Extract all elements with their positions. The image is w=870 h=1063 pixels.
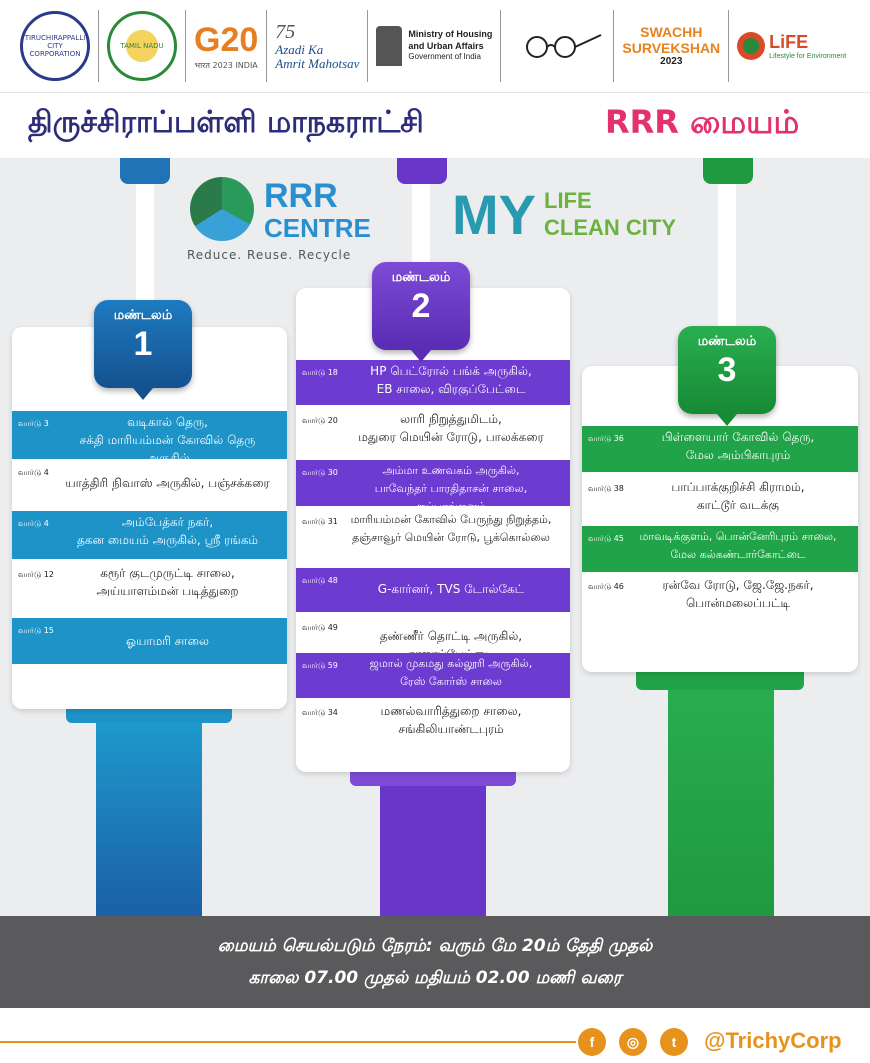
- zone1-row-4: [12, 562, 287, 610]
- location-line-1: கரூர் குடமுருட்டி சாலை,: [100, 566, 235, 580]
- zone2-row-7: [296, 653, 570, 698]
- clean-city-text: CLEAN CITY: [544, 214, 676, 240]
- azadi-line-1: Azadi Ka: [275, 41, 324, 57]
- location-line-2: தகன மையம் அருகில், ஸ்ரீ ரங்கம்: [76, 533, 259, 547]
- zone3-row-1: [582, 426, 858, 472]
- footer-divider-line: [0, 1041, 576, 1043]
- ward-number: வார்டு 3: [18, 419, 49, 428]
- ward-number: வார்டு 20: [302, 416, 338, 425]
- zone2-badge: [372, 262, 470, 350]
- location-line-1: வடிகால் தெரு,: [127, 415, 208, 429]
- g20-text: G20: [194, 21, 259, 59]
- emblem-icon: [376, 26, 402, 66]
- swachh-line-2: SURVEKSHAN: [622, 40, 721, 57]
- zone2-row-5: [296, 568, 570, 612]
- azadi-ka-amrit-mahotsav-logo: [267, 10, 368, 82]
- facebook-icon[interactable]: f: [578, 1028, 606, 1056]
- zone3-pole-cap: [703, 158, 753, 184]
- title-band: [0, 92, 870, 158]
- zone-number: 2: [411, 287, 431, 325]
- zone1-row-1: [12, 411, 287, 465]
- zone1-row-5: [12, 618, 287, 664]
- zone3-pole: [718, 158, 736, 333]
- zone1-badge: [94, 300, 192, 388]
- location-line-2: பொன்மலைப்பட்டி: [685, 596, 791, 610]
- location-line-2: சக்தி மாரியம்மன் கோவில் தெரு அருகில்: [79, 433, 256, 465]
- ward-number: வார்டு 49: [302, 623, 338, 632]
- life-logo: [729, 10, 854, 82]
- zone2-row-6: [296, 615, 570, 655]
- ward-number: வார்டு 30: [302, 468, 338, 477]
- recycle-icon: [190, 177, 254, 241]
- ward-number: வார்டு 38: [588, 484, 624, 493]
- ward-number: வார்டு 48: [302, 576, 338, 585]
- zone3-row-2: [582, 476, 858, 524]
- zone2-row-1: [296, 360, 570, 405]
- zone2-row-4: [296, 509, 570, 557]
- g20-logo: [186, 10, 267, 82]
- ward-number: வார்டு 4: [18, 519, 49, 528]
- tamil-nadu-seal-logo: [99, 10, 186, 82]
- location-line-2: அய்யாளம்மன் படித்துறை: [96, 584, 239, 598]
- location-line-2: பாவேந்தர் பாரதிதாசன் சாலை, குப்பாங்குளம்: [374, 482, 528, 513]
- rrr-logo-line-2: CENTRE: [264, 213, 371, 243]
- location-line-1: ரன்வே ரோடு, ஜே.ஜே.நகர்,: [662, 578, 814, 592]
- my-text: MY: [452, 183, 536, 246]
- rrr-logo-line-1: RRR: [264, 177, 338, 215]
- tn-seal: TAMIL NADU: [107, 11, 177, 81]
- location-line-1: மாவடிக்குளம், பொன்னேரிபுரம் சாலை,: [639, 530, 837, 543]
- location-line-1: ஜமால் முகமது கல்லூரி அருகில்,: [369, 657, 533, 670]
- zone1-pole-cap: [120, 158, 170, 184]
- hours-line-1: மையம் செயல்படும் நேரம்: வரும் மே 20ம் தேதி முதல்: [217, 936, 653, 956]
- g20-subtext: भारत 2023 INDIA: [194, 61, 258, 70]
- my-life-clean-city-logo: [452, 182, 676, 247]
- ward-number: வார்டு 15: [18, 626, 54, 635]
- ward-number: வார்டு 45: [588, 534, 624, 543]
- zone-label: மண்டலம்: [113, 308, 173, 323]
- location-line-1: பிள்ளையார் கோவில் தெரு,: [661, 430, 815, 444]
- location-line-1: மணல்வாரித்துறை சாலை,: [380, 704, 522, 718]
- location-text: [12, 511, 287, 549]
- swachh-bharat-glasses-logo: [501, 10, 614, 82]
- location-line-1: மாரியம்மன் கோவில் பேருந்து நிறுத்தம்,: [350, 513, 552, 526]
- zone2-board: [296, 288, 570, 772]
- corporation-title: திருச்சிராப்பள்ளி மாநகராட்சி: [28, 105, 424, 140]
- location-text: [12, 411, 287, 467]
- location-line-2: EB சாலை, விரகுப்பேட்டை: [376, 382, 526, 396]
- location-line-1: பாப்பாக்குறிச்சி கிராமம்,: [671, 480, 805, 494]
- life-text: LiFE: [769, 32, 809, 52]
- location-line-2: மேல கல்கண்டார்கோட்டை: [670, 548, 806, 561]
- life-text-line: LIFE: [544, 188, 592, 214]
- social-handle[interactable]: @TrichyCorp: [704, 1028, 842, 1053]
- life-subtext: Lifestyle for Environment: [769, 53, 847, 60]
- zone3-stand: [668, 668, 774, 916]
- swachh-survekshan-logo: [614, 10, 729, 82]
- ministry-line-1: Ministry of Housing: [408, 29, 493, 40]
- rrr-centre-title: RRR மையம்: [605, 103, 800, 141]
- ward-number: வார்டு 46: [588, 582, 624, 591]
- zone2-row-2: [296, 408, 570, 456]
- glasses-icon: [509, 31, 605, 61]
- corporation-seal-logo: [12, 10, 99, 82]
- zone-label: மண்டலம்: [697, 334, 757, 349]
- zone1-row-2: [12, 460, 287, 508]
- logo-strip: [0, 0, 870, 92]
- zone3-row-3: [582, 526, 858, 572]
- hours-line-2: காலை 07.00 முதல் மதியம் 02.00 மணி வரை: [248, 968, 622, 988]
- location-line-2: காட்டூர் வடக்கு: [696, 498, 779, 512]
- location-line-2: தஞ்சாவூர் மெயின் ரோடு, பூக்கொல்லை: [352, 531, 550, 544]
- zone2-row-8: [296, 700, 570, 748]
- ward-number: வார்டு 4: [18, 468, 49, 477]
- zone-number: 1: [133, 325, 153, 363]
- rrr-tagline: Reduce. Reuse. Recycle: [187, 248, 352, 262]
- corporation-seal: TIRUCHIRAPPALLI CITY CORPORATION: [20, 11, 90, 81]
- swachh-line-1: SWACHH: [640, 24, 703, 41]
- zone2-row-3: [296, 460, 570, 513]
- zone2-stand: [380, 770, 486, 916]
- operating-hours-banner: [0, 916, 870, 1008]
- social-footer: [0, 1008, 870, 1063]
- ministry-logo: [368, 10, 501, 82]
- zone1-row-3: [12, 511, 287, 559]
- ministry-line-3: Government of India: [408, 52, 481, 62]
- location-line-1: HP பெட்ரோல் பங்க் அருகில்,: [370, 364, 532, 378]
- ministry-line-2: and Urban Affairs: [408, 40, 484, 51]
- instagram-icon[interactable]: ◎: [619, 1028, 647, 1056]
- location-line-2: சங்கிலியாண்டபுரம்: [398, 722, 504, 736]
- location-text: ஓயாமரி சாலை: [126, 634, 209, 648]
- zone2-pole-cap: [397, 158, 447, 184]
- location-text: யாத்திரி நிவாஸ் அருகில், பஞ்சக்கரை: [65, 476, 270, 490]
- ward-number: வார்டு 31: [302, 517, 338, 526]
- twitter-icon[interactable]: t: [660, 1028, 688, 1056]
- zone3-badge: [678, 326, 776, 414]
- life-emblem-icon: [737, 32, 765, 60]
- location-text: தண்ணீர் தொட்டி அருகில்,: [379, 629, 523, 643]
- location-text: G-கார்னர், TVS டோல்கேட்: [377, 582, 525, 596]
- ward-number: வார்டு 34: [302, 708, 338, 717]
- azadi-75: 75: [275, 20, 296, 43]
- zone3-row-4: [582, 574, 858, 622]
- zone1-stand: [96, 700, 202, 916]
- ward-number: வார்டு 36: [588, 434, 624, 443]
- ward-number: வார்டு 12: [18, 570, 54, 579]
- location-line-2: மேல அம்பிகாபுரம்: [685, 448, 791, 462]
- location-line-2: மதுரை மெயின் ரோடு, பாலக்கரை: [358, 430, 544, 444]
- zone-number: 3: [717, 351, 737, 389]
- location-line-2: ரேஸ் கோர்ஸ் சாலை: [400, 675, 502, 688]
- swachh-year: 2023: [660, 56, 683, 68]
- location-line-1: அம்மா உணவகம் அருகில்,: [382, 464, 520, 477]
- location-line-1: அம்பேத்கர் நகர்,: [121, 515, 214, 529]
- zone-label: மண்டலம்: [391, 270, 451, 285]
- ward-number: வார்டு 18: [302, 368, 338, 377]
- location-line-1: லாரி நிறுத்துமிடம்,: [400, 412, 502, 426]
- azadi-line-2: Amrit Mahotsav: [275, 56, 360, 71]
- ward-number: வார்டு 59: [302, 661, 338, 670]
